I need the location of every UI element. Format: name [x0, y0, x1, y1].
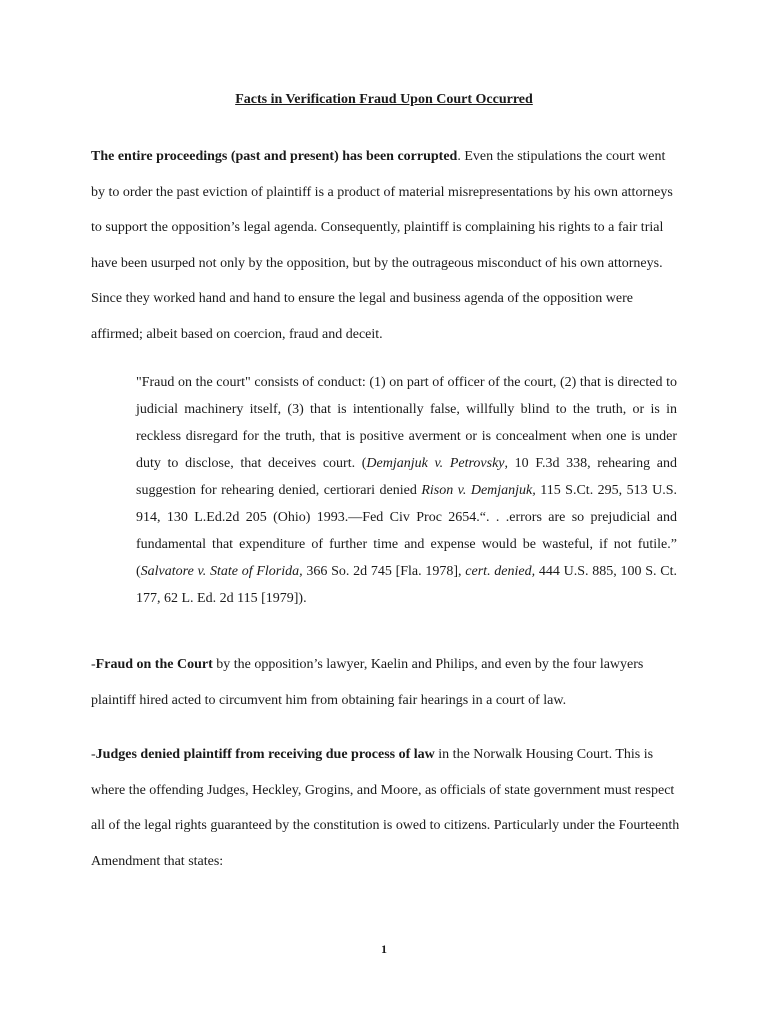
paragraph-bold-lead: The entire proceedings (past and present) has been corrupted — [91, 149, 458, 164]
paragraph-body: by the opposition’s lawyer, Kaelin and Philips, and even by the four lawyers plaintiff hired acted to circumvent him from obtaining fair hearings in a court of law. — [91, 657, 644, 708]
paragraph-corrupted-proceedings — [91, 139, 681, 352]
paragraph-bold-lead: Fraud on the Court — [95, 657, 213, 672]
case-citation: Demjanjuk v. Petrovsky — [366, 456, 505, 471]
block-quote-fraud-definition — [136, 369, 677, 612]
paragraph-due-process — [91, 737, 681, 879]
paragraph-bold-lead: Judges denied plaintiff from receiving due process of law — [95, 747, 435, 762]
case-citation: Rison v. Demjanjuk, — [421, 483, 536, 498]
page-title: Facts in Verification Fraud Upon Court Occurred — [235, 92, 533, 107]
page-number: 1 — [381, 942, 387, 956]
quote-text: 115 S.Ct. 295, 513 U.S. 914, 130 L.Ed.2d 205 (Ohio) 1993.—Fed Civ Proc 2654.“. . .errors are so prejudicial and fundamental that expenditure of further time and expense would be wasteful, if not futile.” ( — [136, 483, 677, 579]
case-citation: Salvatore v. State of Florida, — [140, 564, 303, 579]
paragraph-fraud-on-court — [91, 647, 681, 718]
paragraph-body: in the Norwalk Housing Court. This is where the offending Judges, Heckley, Grogins, and Moore, as officials of state government must respect all of the legal rights guaranteed by the constitution is owed to citizens. Particularly under the Fourteenth Amendment that states: — [91, 747, 680, 869]
quote-text: 366 So. 2d 745 [Fla. 1978], — [302, 564, 466, 579]
bullet-dash: - — [91, 657, 96, 672]
quote-text: 444 U.S. 885, 100 S. Ct. 177, 62 L. Ed. 2d 115 [1979]). — [136, 564, 677, 606]
paragraph-body: . Even the stipulations the court went by to order the past eviction of plaintiff is a product of material misrepresentations by his own attorneys to support the opposition’s legal agenda. Consequently, plaintiff is complaining his rights to a fair trial have been usurped not only by the opposition, but by the outrageous misconduct of his own attorneys. Since they worked hand and hand to ensure the legal and business agenda of the opposition were affirmed; albeit based on coercion, fraud and deceit. — [91, 149, 673, 342]
quote-text: "Fraud on the court" consists of conduct: (1) on part of officer of the court, (2) that is directed to judicial machinery itself, (3) that is intentionally false, willfully blind to the truth, or is in reckless disregard for the truth, that is positive averment or is concealment when one is under duty to disclose, that deceives court. ( — [136, 375, 677, 471]
bullet-dash: - — [91, 747, 96, 762]
quote-text: , 10 F.3d 338, rehearing and suggestion for rehearing denied, certiorari denied — [136, 456, 678, 498]
case-citation: cert. denied, — [465, 564, 536, 579]
